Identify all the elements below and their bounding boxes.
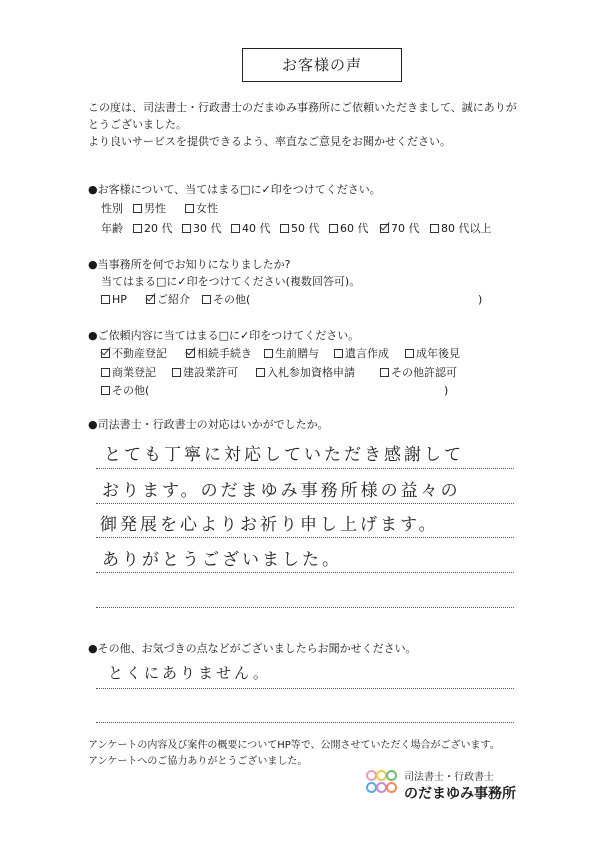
q4-answer-line-1: とても丁寧に対応していただき感謝して [104, 445, 464, 465]
answer-line [96, 468, 514, 469]
checkbox-icon[interactable] [329, 224, 338, 233]
answer-line [96, 572, 514, 573]
answer-line [96, 607, 514, 608]
q5-heading: ●その他、お気づきの点などがございましたらお聞かせください。 [88, 642, 417, 655]
service-option-construction[interactable]: 建設業許可 [172, 366, 238, 380]
age-option-40[interactable]: 40 代 [231, 222, 271, 236]
footer-line-2: アンケートへのご協力ありがとうございました。 [88, 756, 308, 767]
answer-line [96, 537, 514, 538]
checkbox-icon[interactable] [256, 368, 265, 377]
footer-line-1: アンケートの内容及び案件の概要についてHP等で、公開させていただく場合がございます。 [88, 740, 500, 751]
service-option-commercial[interactable]: 商業登記 [101, 366, 156, 380]
age-option-30[interactable]: 30 代 [182, 222, 222, 236]
source-option-referral[interactable]: ご紹介 [146, 293, 190, 307]
checkbox-icon[interactable] [101, 386, 110, 395]
q4-heading: ●司法書士・行政書士の対応はいかがでしたか。 [88, 418, 329, 431]
checkbox-icon[interactable] [430, 224, 439, 233]
logo-circle [386, 782, 397, 793]
q4-answer-line-2: おります。のだまゆみ事務所様の益々の [102, 481, 461, 501]
checkbox-icon[interactable] [101, 295, 110, 304]
logo-circle [386, 770, 397, 781]
checkbox-icon[interactable] [182, 224, 191, 233]
gender-label: 性別 [101, 202, 123, 215]
answer-line [96, 722, 514, 723]
checkbox-icon[interactable] [133, 224, 142, 233]
service-other-close-paren: ) [444, 384, 449, 397]
checkbox-icon[interactable] [405, 349, 414, 358]
q2-subheading: 当てはまる□に✓印をつけてください(複数回答可)。 [101, 275, 361, 288]
service-option-will[interactable]: 遺言作成 [334, 347, 389, 361]
checkbox-icon[interactable] [264, 349, 273, 358]
q1-heading: ●お客様について、当てはまる□に✓印をつけてください。 [88, 183, 381, 196]
checkbox-icon[interactable] [185, 204, 194, 213]
logo-icon [366, 770, 396, 802]
gender-option-female[interactable]: 女性 [185, 202, 218, 216]
q4-answer-line-3: 御発展を心よりお祈り申し上げます。 [100, 515, 439, 535]
service-option-other-permit[interactable]: その他許認可 [380, 366, 457, 380]
q4-answer-line-4: ありがとうございました。 [102, 550, 342, 570]
checkbox-icon[interactable] [380, 368, 389, 377]
service-option-other[interactable]: その他( [101, 384, 149, 398]
q2-heading: ●当事務所を何でお知りになりましたか? [88, 258, 291, 271]
intro-line-3: より良いサービスを提供できるよう、率直なご意見をお聞かせください。 [88, 135, 451, 148]
source-option-hp[interactable]: HP [101, 293, 127, 307]
age-option-50[interactable]: 50 代 [280, 222, 320, 236]
age-option-20[interactable]: 20 代 [133, 222, 173, 236]
age-option-70[interactable]: 70 代 [380, 222, 420, 236]
checkbox-icon[interactable] [133, 204, 142, 213]
checkbox-icon[interactable] [202, 295, 211, 304]
checkbox-icon[interactable] [101, 368, 110, 377]
service-option-gift[interactable]: 生前贈与 [264, 347, 319, 361]
q3-heading: ●ご依頼内容に当てはまる□に✓印をつけてください。 [88, 329, 360, 342]
age-option-60[interactable]: 60 代 [329, 222, 369, 236]
intro-line-1: この度は、司法書士・行政書士のだまゆみ事務所にご依頼いただきまして、誠にありが [88, 101, 517, 114]
answer-line [96, 503, 514, 504]
age-label: 年齢 [101, 222, 123, 235]
checkbox-icon[interactable] [334, 349, 343, 358]
checkbox-checked-icon[interactable] [380, 224, 389, 233]
age-option-80[interactable]: 80 代以上 [430, 222, 492, 236]
source-option-other[interactable]: その他( [202, 293, 250, 307]
checkbox-checked-icon[interactable] [146, 295, 155, 304]
answer-line [96, 688, 514, 689]
service-option-inheritance[interactable]: 相続手続き [186, 347, 252, 361]
checkbox-icon[interactable] [280, 224, 289, 233]
q5-answer-line-1: とくにありません。 [108, 664, 271, 682]
service-option-bidding[interactable]: 入札参加資格申請 [256, 366, 355, 380]
checkbox-checked-icon[interactable] [186, 349, 195, 358]
checkbox-icon[interactable] [172, 368, 181, 377]
service-option-guardianship[interactable]: 成年後見 [405, 347, 460, 361]
page-title: お客様の声 [242, 48, 402, 82]
checkbox-checked-icon[interactable] [101, 349, 110, 358]
checkbox-icon[interactable] [231, 224, 240, 233]
service-option-real-estate[interactable]: 不動産登記 [101, 347, 167, 361]
source-other-close-paren: ) [478, 293, 483, 306]
logo-subtitle: 司法書士・行政書士 [404, 772, 494, 783]
logo-name: のだまゆみ事務所 [404, 786, 516, 802]
gender-option-male[interactable]: 男性 [133, 202, 166, 216]
intro-line-2: とうございました。 [88, 118, 187, 131]
